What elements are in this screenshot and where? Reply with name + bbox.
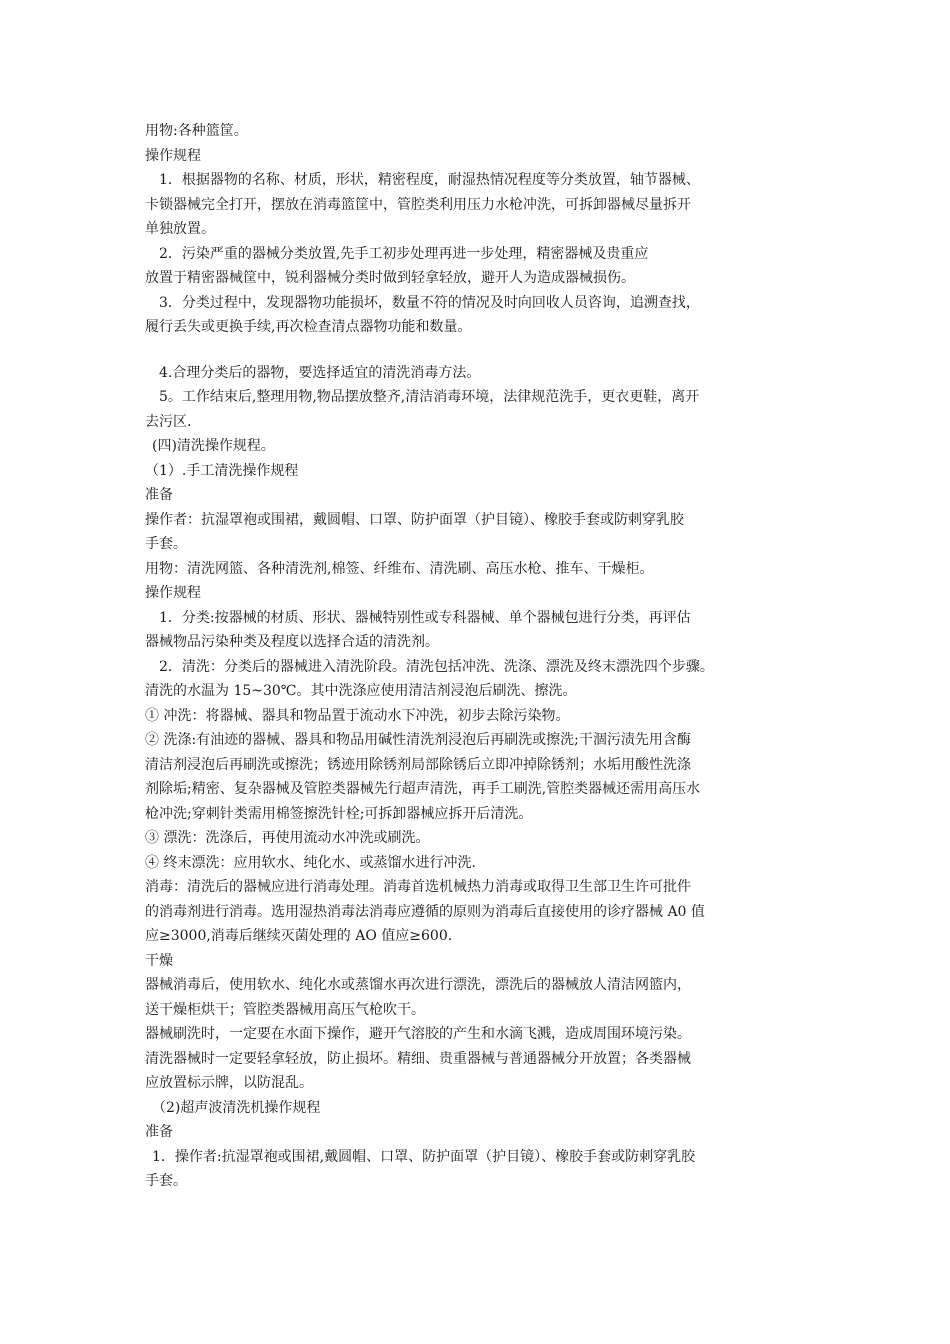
text-line: 器械刷洗时，一定要在水面下操作，避开气溶胶的产生和水滴飞溅，造成周围环境污染。: [145, 1026, 691, 1042]
text-line: 1．分类:按器械的材质、形状、器械特别性或专科器械、单个器械包进行分类，再评估: [159, 609, 691, 626]
text-line: 应放置标示牌，以防混乱。: [145, 1075, 313, 1091]
text-line: 的消毒剂进行消毒。选用湿热消毒法消毒应遵循的原则为消毒后直接使用的诊疗器械 A0 值: [145, 903, 705, 920]
text-line: 4.合理分类后的器物，要选择适宜的清洗消毒方法。: [159, 364, 481, 381]
text-line: 清洗的水温为 15~30℃。其中洗涤应使用清洁剂浸泡后刷洗、擦洗。: [145, 683, 577, 699]
text-line: 清洁剂浸泡后再刷洗或擦洗；锈迹用除锈剂局部除锈后立即冲掉除锈剂；水垢用酸性洗涤: [145, 756, 691, 773]
text-line: 手套。: [145, 536, 187, 552]
text-line: 放置于精密器械筐中，锐利器械分类时做到轻拿轻放，避开人为造成器械损伤。: [145, 270, 635, 286]
text-line: 应≥3000,消毒后继续灭菌处理的 AO 值应≥600.: [145, 928, 453, 944]
text-line: 用物:各种篮筐。: [145, 123, 248, 139]
text-line: 履行丢失或更换手续,再次检查清点器物功能和数量。: [145, 319, 472, 335]
text-line: 1．根据器物的名称、材质，形状，精密程度，耐湿热情况程度等分类放置，轴节器械、: [159, 172, 700, 188]
section-heading: 操作规程: [145, 147, 201, 164]
text-line: 送干燥柜烘干；管腔类器械用高压气枪吹干。: [145, 1001, 425, 1018]
section-heading: 准备: [145, 1124, 173, 1140]
section-heading: （1）.手工清洗操作规程: [145, 462, 299, 479]
text-line: ② 洗涤:有油迹的器械、器具和物品用碱性清洗剂浸泡后再刷洗或擦洗;干涸污渍先用含酶: [145, 732, 691, 748]
text-line: 用物：清洗网篮、各种清洗剂,棉签、纤维布、清洗刷、高压水枪、推车、干燥柜。: [145, 560, 654, 577]
text-line: 2．污染严重的器械分类放置,先手工初步处理再进一步处理，精密器械及贵重应: [159, 245, 649, 262]
text-line: 枪冲洗;穿刺针类需用棉签擦洗针栓;可拆卸器械应拆开后清洗。: [145, 805, 533, 822]
text-line: ③ 漂洗：洗涤后，再使用流动水冲洗或刷洗。: [145, 830, 430, 846]
text-line: 手套。: [145, 1173, 187, 1189]
text-line: 剂除垢;精密、复杂器械及管腔类器械先行超声清洗，再手工刷洗,管腔类器械还需用高压水: [145, 781, 701, 797]
text-line: ① 冲洗：将器械、器具和物品置于流动水下冲洗，初步去除污染物。: [145, 707, 570, 724]
section-heading: 干燥: [145, 952, 173, 969]
text-line: 单独放置。: [145, 221, 215, 237]
text-line: 卡锁器械完全打开，摆放在消毒篮筐中，管腔类利用压力水枪冲洗，可拆卸器械尽量拆开: [145, 196, 691, 213]
text-line: 2．清洗：分类后的器械进入清洗阶段。清洗包括冲洗、洗涤、漂洗及终末漂洗四个步骤。: [159, 658, 714, 675]
text-line: 1．操作者:抗湿罩袍或围裙,戴圆帽、口罩、防护面罩（护目镜）、橡胶手套或防刺穿乳胶: [152, 1148, 696, 1165]
document-body: [145, 119, 815, 1194]
text-line: 消毒：清洗后的器械应进行消毒处理。消毒首选机械热力消毒或取得卫生部卫生许可批件: [145, 879, 691, 895]
text-line: 操作者：抗湿罩袍或围裙，戴圆帽、口罩、防护面罩（护目镜）、橡胶手套或防刺穿乳胶: [145, 511, 684, 528]
blank-line: [145, 340, 815, 361]
text-line: 3．分类过程中，发现器物功能损坏，数量不符的情况及时向回收人员咨询，追溯查找，: [159, 294, 700, 311]
text-line: 5。工作结束后,整理用物,物品摆放整齐,清洁消毒环境，法律规范洗手，更衣更鞋，离开: [159, 389, 700, 405]
section-heading: 准备: [145, 487, 173, 503]
section-heading: （2)超声波清洗机操作规程: [152, 1099, 321, 1116]
section-heading: 操作规程: [145, 585, 201, 601]
text-line: 器械消毒后，使用软水、纯化水或蒸馏水再次进行漂洗，漂洗后的器械放人清洁网篮内，: [145, 977, 691, 993]
text-line: 清洗器械时一定要轻拿轻放，防止损坏。精细、贵重器械与普通器械分开放置；各类器械: [145, 1050, 691, 1067]
text-line: 器械物品污染种类及程度以选择合适的清洗剂。: [145, 634, 439, 650]
section-heading: (四)清洗操作规程。: [152, 438, 275, 454]
text-line: ④ 终末漂洗：应用软水、纯化水、或蒸馏水进行冲洗.: [145, 854, 476, 871]
text-line: 去污区.: [145, 413, 192, 430]
